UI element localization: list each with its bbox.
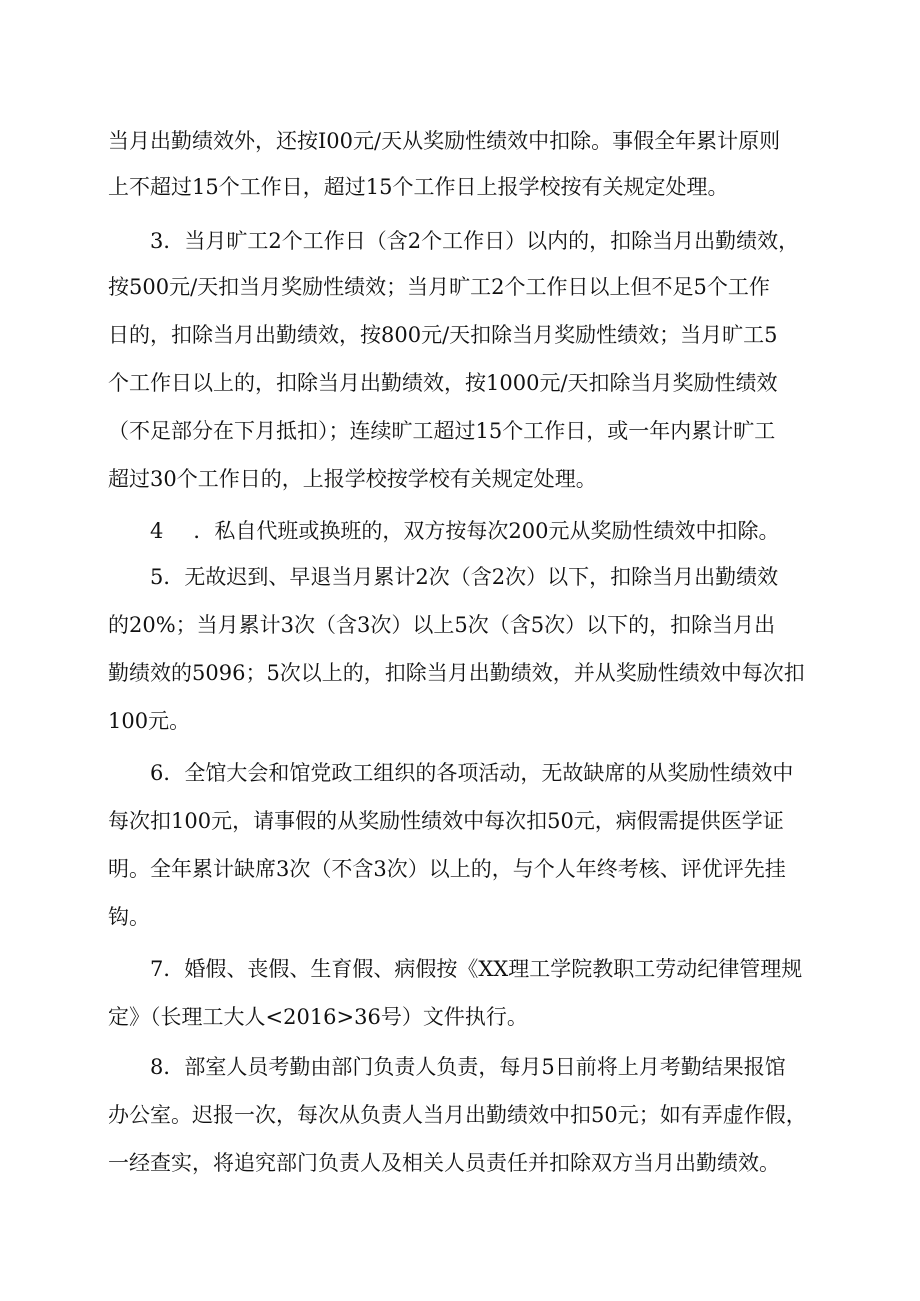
text-line: 按500元/天扣当月奖励性绩效；当月旷工2个工作日以上但不足5个工作: [108, 275, 770, 299]
text-line: 上不超过15个工作日，超过15个工作日上报学校按有关规定处理。: [108, 175, 729, 199]
text-line: 的20%；当月累计3次（含3次）以上5次（含5次）以下的，扣除当月出: [108, 613, 776, 637]
text-line: 100元。: [108, 709, 191, 733]
text-line: [150, 516, 860, 546]
text-line: 一经查实，将追究部门负责人及相关人员责任并扣除双方当月出勤绩效。: [108, 1151, 780, 1175]
text-line: 6．全馆大会和馆党政工组织的各项活动，无故缺席的从奖励性绩效中: [150, 761, 794, 785]
text-line: 每次扣100元，请事假的从奖励性绩效中每次扣50元，病假需提供医学证: [108, 809, 784, 833]
text-line: 勤绩效的5096；5次以上的，扣除当月出勤绩效，并从奖励性绩效中每次扣: [108, 661, 805, 685]
item-number: 4: [150, 519, 164, 543]
item-text: ．私自代班或换班的，双方按每次200元从奖励性绩效中扣除。: [193, 519, 780, 543]
text-line: 定》（长理工大人<2016>36号）文件执行。: [108, 1005, 528, 1029]
text-line: 超过30个工作日的，上报学校按学校有关规定处理。: [108, 467, 597, 491]
text-line: 明。全年累计缺席3次（不含3次）以上的，与个人年终考核、评优评先挂: [108, 857, 786, 881]
text-line: 5．无故迟到、早退当月累计2次（含2次）以下，扣除当月出勤绩效: [150, 565, 779, 589]
text-line: 8．部室人员考勤由部门负责人负责，每月5日前将上月考勤结果报馆: [150, 1055, 786, 1079]
text-line: 当月出勤绩效外，还按I00元/天从奖励性绩效中扣除。事假全年累计原则: [108, 129, 781, 153]
text-line: 日的，扣除当月出勤绩效，按800元/天扣除当月奖励性绩效；当月旷工5: [108, 323, 778, 347]
text-line: 个工作日以上的，扣除当月出勤绩效，按1000元/天扣除当月奖励性绩效: [108, 371, 778, 395]
text-line: 7．婚假、丧假、生育假、病假按《XX理工学院教职工劳动纪律管理规: [150, 957, 803, 981]
text-line: 3．当月旷工2个工作日（含2个工作日）以内的，扣除当月出勤绩效，: [150, 229, 800, 253]
text-line: 钩。: [108, 905, 150, 929]
text-line: 办公室。迟报一次，每次从负责人当月出勤绩效中扣50元；如有弄虚作假，: [108, 1103, 807, 1127]
text-line: （不足部分在下月抵扣）；连续旷工超过15个工作日，或一年内累计旷工: [108, 419, 776, 443]
